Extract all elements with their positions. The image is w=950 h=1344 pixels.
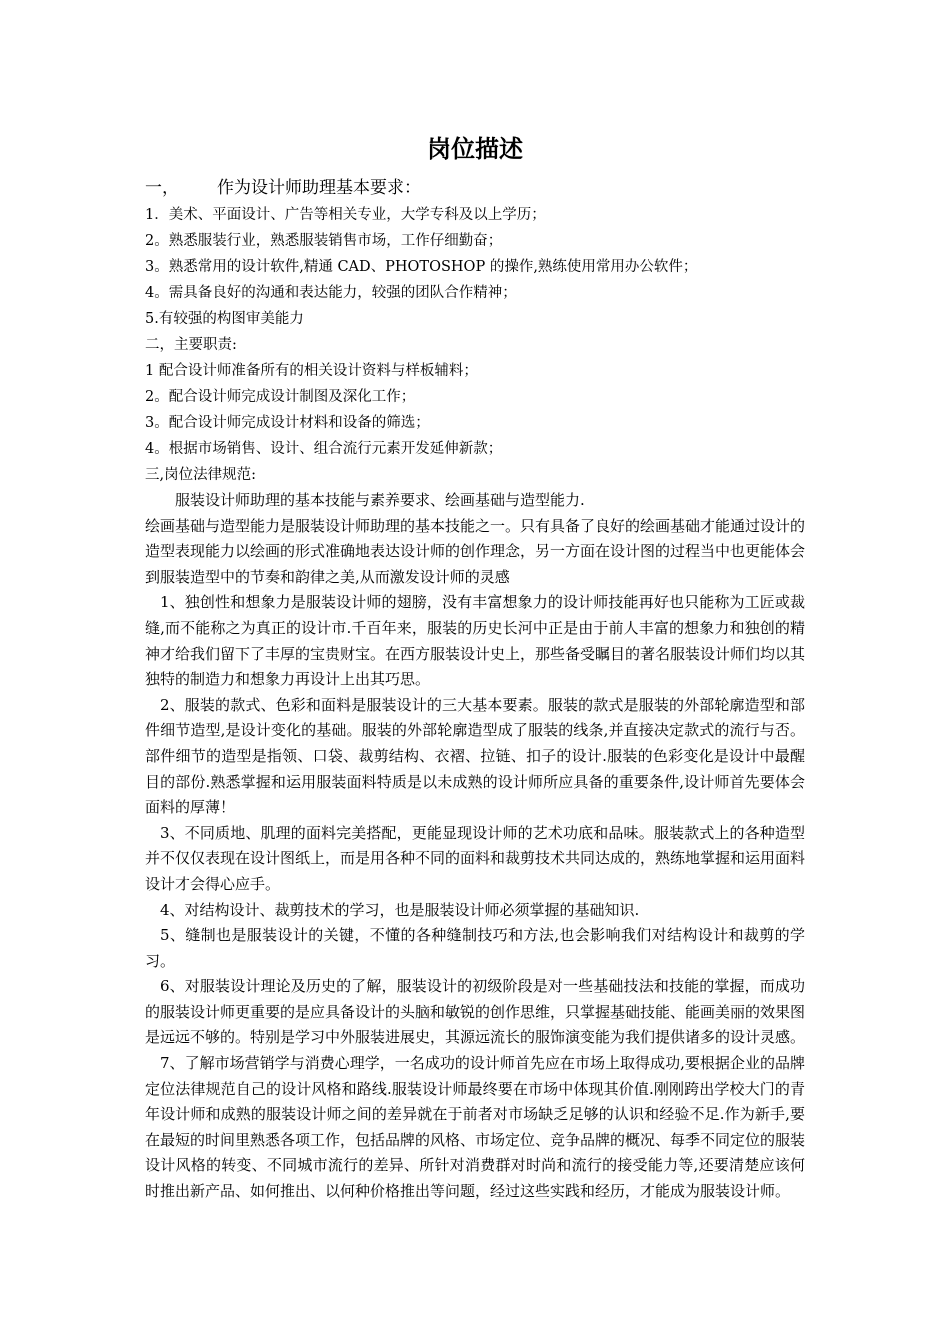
paragraph-drawing-basics: 绘画基础与造型能力是服装设计师助理的基本技能之一。只有具备了良好的绘画基础才能通过设计的造型表现能力以绘画的形式准确地表达设计师的创作理念，另一方面在设计图的过程当中也更能体会到服装造型中的节奏和韵律之美,从而激发设计师的灵感 xyxy=(145,516,806,586)
paragraph-point-5: 5、缝制也是服装设计的关键，不懂的各种缝制技巧和方法,也会影响我们对结构设计和裁剪的学习。 xyxy=(145,926,805,970)
paragraph-point-2: 2、服装的款式、色彩和面料是服装设计的三大基本要素。服装的款式是服装的外部轮廓造型和部件细节造型,是设计变化的基础。服装的外部轮廓造型成了服装的线条,并直接决定款式的流行与否。部件细节的造型是指领、口袋、裁剪结构、衣褶、拉链、扣子的设计.服装的色彩变化是设计中最醒目的部份.熟悉掌握和运用服装面料特质是以未成熟的设计师所应具备的重要条件,设计师首先要体会面料的厚薄！ xyxy=(145,695,805,817)
section1-title: 作为设计师助理基本要求： xyxy=(217,178,421,198)
duty-item-3: 3。配合设计师完成设计材料和设备的筛选； xyxy=(145,415,430,431)
section1-number: 一， xyxy=(145,178,179,198)
paragraph-point-4: 4、对结构设计、裁剪技术的学习，也是服装设计师必须掌握的基础知识. xyxy=(160,900,640,919)
section3-heading: 三,岗位法律规范: xyxy=(145,467,256,483)
requirement-item-1: 1．美术、平面设计、广告等相关专业，大学专科及以上学历； xyxy=(145,207,546,223)
duty-item-2: 2。配合设计师完成设计制图及深化工作； xyxy=(145,389,416,405)
requirement-item-3: 3。熟悉常用的设计软件,精通 CAD、PHOTOSHOP 的操作,熟练使用常用办公软件； xyxy=(145,259,698,275)
paragraph-point-1: 1、独创性和想象力是服装设计师的翅膀，没有丰富想象力的设计师技能再好也只能称为工匠或裁缝,而不能称之为真正的设计市.千百年来，服装的历史长河中正是由于前人丰富的想象力和独创的精神才给我们留下了丰厚的宝贵财宝。在西方服装设计史上，那些备受瞩目的著名服装设计师们均以其独特的制造力和想象力再设计上出其巧思。 xyxy=(145,593,806,689)
section3-intro: 服装设计师助理的基本技能与素养要求、绘画基础与造型能力. xyxy=(175,491,585,509)
duty-item-1: 1 配合设计师准备所有的相关设计资料与样板辅料； xyxy=(145,363,478,379)
section2-heading: 二，主要职责: xyxy=(145,337,237,353)
paragraph-point-7: 7、了解市场营销学与消费心理学，一名成功的设计师首先应在市场上取得成功,要根据企业的品牌定位法律规范自己的设计风格和路线.服装设计师最终要在市场中体现其价值.刚刚跨出学校大门的青年设计师和成熟的服装设计师之间的差异就在于前者对市场缺乏足够的认识和经验不足.作为新手,要在最短的时间里熟悉各项工作，包括品牌的风格、市场定位、竞争品牌的概况、每季不同定位的服装设计风格的转变、不同城市流行的差异、所针对消费群对时尚和流行的接受能力等,还要清楚应该何时推出新产品、如何推出、以何种价格推出等问题，经过这些实践和经历，才能成为服装设计师。 xyxy=(145,1054,806,1201)
requirement-item-5: 5.有较强的构图审美能力 xyxy=(145,311,304,327)
duty-item-4: 4。根据市场销售、设计、组合流行元素开发延伸新款； xyxy=(145,441,503,457)
requirement-item-2: 2。熟悉服装行业，熟悉服装销售市场，工作仔细勤奋； xyxy=(145,233,503,249)
paragraph-point-6: 6、对服装设计理论及历史的了解，服装设计的初级阶段是对一些基础技法和技能的掌握，而成功的服装设计师更重要的是应具备设计的头脑和敏锐的创作思维，只掌握基础技能、能画美丽的效果图是远远不够的。特别是学习中外服装进展史，其源远流长的服饰演变能为我们提供诸多的设计灵感。 xyxy=(145,977,806,1047)
page-title: 岗位描述 xyxy=(427,135,523,163)
section1-heading xyxy=(145,174,805,202)
document-body xyxy=(145,174,805,1205)
paragraph-point-3: 3、不同质地、肌理的面料完美搭配，更能显现设计师的艺术功底和品味。服装款式上的各种造型并不仅仅表现在设计图纸上，而是用各种不同的面料和裁剪技术共同达成的，熟练地掌握和运用面料设计才会得心应手。 xyxy=(145,823,806,893)
requirement-item-4: 4。需具备良好的沟通和表达能力，较强的团队合作精神； xyxy=(145,285,517,301)
